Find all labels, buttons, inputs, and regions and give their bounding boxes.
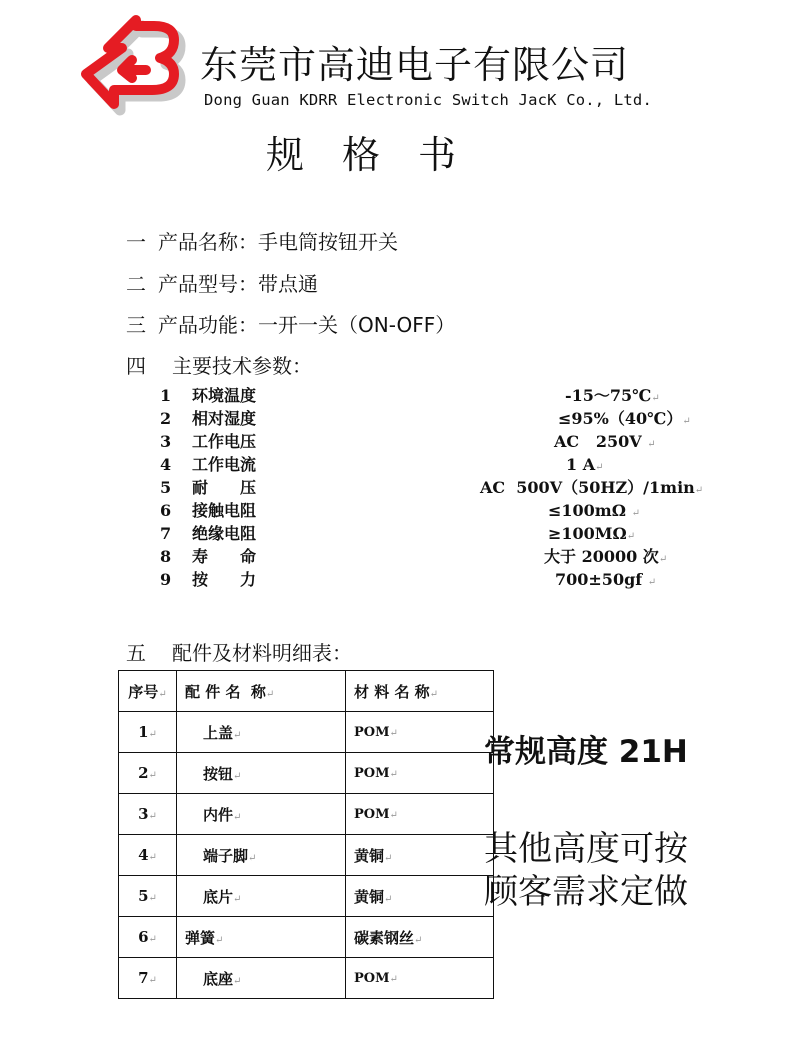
param-value: -15～75℃↵ <box>565 386 660 405</box>
param-number: 5 <box>160 478 172 497</box>
cell-no: 4↵ <box>119 835 177 876</box>
table-row <box>119 753 494 794</box>
table-row <box>119 712 494 753</box>
section-tech-params <box>126 350 312 379</box>
param-name: 相对湿度 <box>192 409 257 428</box>
param-value: ≥100MΩ↵ <box>548 524 636 543</box>
custom-height-note <box>484 828 688 914</box>
cell-part: 弹簧↵ <box>177 917 346 958</box>
param-number: 1 <box>160 386 172 405</box>
section-text: 主要技术参数： <box>172 354 312 378</box>
param-row <box>160 407 720 430</box>
cell-part: 内件↵ <box>177 794 346 835</box>
section-number: 三 <box>126 313 146 337</box>
bom-table <box>118 670 494 999</box>
section-text: 产品名称：手电筒按钮开关 <box>158 230 398 254</box>
table-header-row <box>119 671 494 712</box>
custom-height-line: 顾客需求定做 <box>484 872 688 912</box>
param-number: 3 <box>160 432 172 451</box>
company-arrow-b-logo-icon <box>74 12 189 140</box>
table-row <box>119 917 494 958</box>
param-name: 环境温度 <box>192 386 257 405</box>
section-bom-heading <box>126 637 352 666</box>
cell-material: 碳素钢丝↵ <box>346 917 494 958</box>
param-row <box>160 453 720 476</box>
param-name: 接触电阻 <box>192 501 257 520</box>
param-value: 700±50gf ↵ <box>555 570 657 589</box>
cell-no: 7↵ <box>119 958 177 999</box>
section-number: 一 <box>126 230 146 254</box>
param-number: 4 <box>160 455 172 474</box>
cell-part: 按钮↵ <box>177 753 346 794</box>
cell-no: 6↵ <box>119 917 177 958</box>
param-row <box>160 568 720 591</box>
param-row <box>160 522 720 545</box>
section-text: 产品型号：带点通 <box>158 272 318 296</box>
cell-material: 黄铜↵ <box>346 876 494 917</box>
cell-material: POM↵ <box>346 712 494 753</box>
custom-height-line: 其他高度可按 <box>484 829 688 869</box>
company-name-cn: 东莞市高迪电子有限公司 <box>200 43 630 87</box>
table-row <box>119 794 494 835</box>
param-name: 工作电压 <box>192 432 257 451</box>
cell-no: 5↵ <box>119 876 177 917</box>
param-number: 2 <box>160 409 172 428</box>
cell-no: 2↵ <box>119 753 177 794</box>
param-row <box>160 476 720 499</box>
table-row <box>119 835 494 876</box>
section-number: 五 <box>126 641 146 665</box>
param-number: 7 <box>160 524 172 543</box>
section-number: 二 <box>126 272 146 296</box>
param-name: 寿 命 <box>192 547 257 566</box>
param-number: 8 <box>160 547 172 566</box>
column-header-material: 材 料 名 称↵ <box>346 671 494 712</box>
param-value: 大于 20000 次↵ <box>544 547 668 566</box>
doc-title <box>266 124 456 179</box>
company-name-en: Dong Guan KDRR Electronic Switch JacK Co., Ltd. <box>204 91 652 109</box>
cell-material: 黄铜↵ <box>346 835 494 876</box>
section-product-name <box>126 226 398 255</box>
param-value: AC 250V ↵ <box>554 432 656 451</box>
param-name: 绝缘电阻 <box>192 524 257 543</box>
cell-material: POM↵ <box>346 794 494 835</box>
doc-title-char: 规 <box>266 133 305 177</box>
section-text: 配件及材料明细表： <box>172 641 352 665</box>
param-number: 6 <box>160 501 172 520</box>
column-header-part: 配 件 名 称↵ <box>177 671 346 712</box>
param-row <box>160 499 720 522</box>
cell-part: 底座↵ <box>177 958 346 999</box>
section-number: 四 <box>126 354 146 378</box>
param-value: ≤95%（40℃）↵ <box>558 409 691 428</box>
table-row <box>119 958 494 999</box>
param-row <box>160 430 720 453</box>
param-name: 工作电流 <box>192 455 257 474</box>
param-number: 9 <box>160 570 172 589</box>
cell-part: 端子脚↵ <box>177 835 346 876</box>
section-product-function <box>126 309 455 338</box>
cell-material: POM↵ <box>346 753 494 794</box>
param-name: 按 力 <box>192 570 257 589</box>
standard-height-note: 常规高度 21H <box>484 734 688 770</box>
column-header-no: 序号↵ <box>119 671 177 712</box>
cell-part: 底片↵ <box>177 876 346 917</box>
doc-title-char: 书 <box>418 133 457 177</box>
cell-no: 3↵ <box>119 794 177 835</box>
param-row <box>160 384 720 407</box>
cell-no: 1↵ <box>119 712 177 753</box>
section-text: 产品功能：一开一关（ON-OFF） <box>158 313 456 337</box>
company-logo <box>74 12 189 140</box>
param-value: 1 A↵ <box>566 455 604 474</box>
doc-title-char: 格 <box>342 133 381 177</box>
cell-part: 上盖↵ <box>177 712 346 753</box>
param-value: AC 500V（50HZ）/1min↵ <box>480 478 704 497</box>
cell-material: POM↵ <box>346 958 494 999</box>
table-row <box>119 876 494 917</box>
param-name: 耐 压 <box>192 478 257 497</box>
section-product-model <box>126 268 318 297</box>
param-row <box>160 545 720 568</box>
param-value: ≤100mΩ ↵ <box>548 501 640 520</box>
